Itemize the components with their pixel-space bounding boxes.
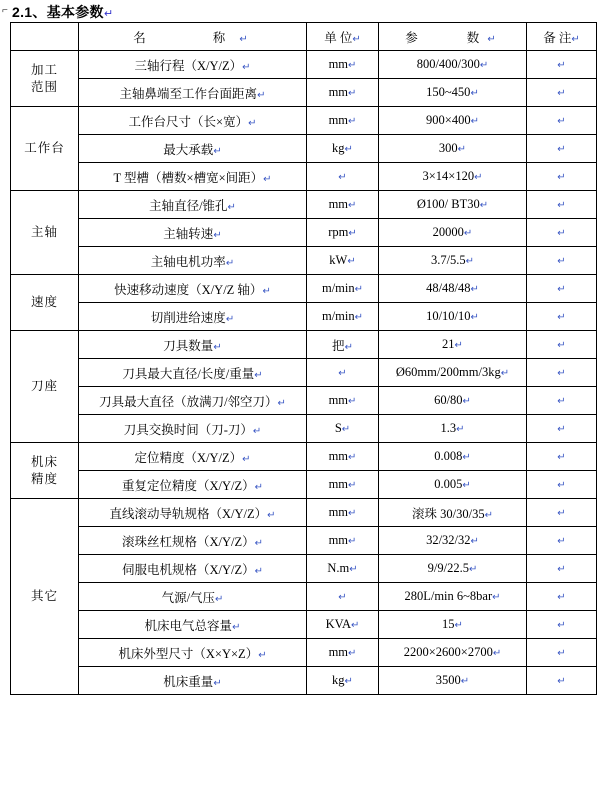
paragraph-mark-icon: ↵ <box>557 564 566 575</box>
paragraph-mark-icon: ↵ <box>557 228 566 239</box>
row-item-label: T 型槽（槽数×槽宽×间距）↵ <box>79 163 307 191</box>
row-value: 滚珠 30/30/35↵ <box>379 499 527 527</box>
paragraph-mark-icon: ↵ <box>557 480 566 491</box>
row-note <box>527 387 597 415</box>
row-note <box>527 135 597 163</box>
row-unit: mm↵ <box>307 471 379 499</box>
paragraph-mark-icon: ↵ <box>557 172 566 183</box>
table-header-row <box>11 23 597 51</box>
paragraph-mark-icon: ↵ <box>257 89 266 101</box>
paragraph-mark-icon: ↵ <box>463 228 473 239</box>
row-note <box>527 247 597 275</box>
paragraph-mark-icon: ↵ <box>248 117 257 129</box>
row-note <box>527 219 597 247</box>
paragraph-mark-icon: ↵ <box>348 60 357 71</box>
row-group-label: 工作台 <box>11 107 79 191</box>
table-row <box>11 331 597 359</box>
paragraph-mark-icon: ↵ <box>557 368 566 379</box>
paragraph-mark-icon: ↵ <box>254 537 264 549</box>
paragraph-mark-icon: ↵ <box>348 228 357 239</box>
row-item-label: 快速移动速度（X/Y/Z 轴）↵ <box>79 275 307 303</box>
paragraph-mark-icon: ↵ <box>557 256 566 267</box>
paragraph-mark-icon: ↵ <box>557 508 566 519</box>
row-unit: S↵ <box>307 415 379 443</box>
row-unit: rpm↵ <box>307 219 379 247</box>
paragraph-mark-icon: ↵ <box>456 424 465 435</box>
header-group <box>11 23 79 51</box>
paragraph-mark-icon: ↵ <box>557 284 566 295</box>
row-value: 150~450↵ <box>379 79 527 107</box>
paragraph-mark-icon: ↵ <box>348 648 357 659</box>
paragraph-mark-icon: ↵ <box>344 341 353 353</box>
row-unit: mm↵ <box>307 639 379 667</box>
paragraph-mark-icon: ↵ <box>348 396 357 407</box>
page-title <box>12 2 113 22</box>
paragraph-mark-icon: ↵ <box>213 677 222 689</box>
paragraph-mark-icon: ↵ <box>479 60 489 71</box>
paragraph-mark-icon: ↵ <box>277 397 286 409</box>
paragraph-mark-icon: ↵ <box>557 592 566 603</box>
row-note <box>527 79 597 107</box>
paragraph-mark-icon: ↵ <box>242 61 251 73</box>
spec-table-body <box>11 23 597 695</box>
row-note <box>527 415 597 443</box>
table-row <box>11 219 597 247</box>
paragraph-mark-icon: ↵ <box>263 173 272 185</box>
table-row <box>11 275 597 303</box>
row-note <box>527 667 597 695</box>
paragraph-mark-icon: ↵ <box>354 284 364 295</box>
row-unit: N.m↵ <box>307 555 379 583</box>
paragraph-mark-icon: ↵ <box>492 648 502 659</box>
row-group-label: 刀座 <box>11 331 79 443</box>
paragraph-mark-icon: ↵ <box>470 116 479 127</box>
row-note <box>527 275 597 303</box>
row-value: 15↵ <box>379 611 527 639</box>
paragraph-mark-icon: ↵ <box>213 145 222 157</box>
row-item-label: 重复定位精度（X/Y/Z）↵ <box>79 471 307 499</box>
row-value: 20000↵ <box>379 219 527 247</box>
paragraph-mark-icon: ↵ <box>354 312 364 323</box>
row-note <box>527 639 597 667</box>
paragraph-mark-icon: ↵ <box>344 144 353 155</box>
row-value: 3×14×120↵ <box>379 163 527 191</box>
row-item-label: 三轴行程（X/Y/Z）↵ <box>79 51 307 79</box>
row-group-label: 机床 精度 <box>11 443 79 499</box>
paragraph-mark-icon: ↵ <box>254 481 264 493</box>
row-value: 48/48/48↵ <box>379 275 527 303</box>
table-row <box>11 135 597 163</box>
row-item-label: 切削进给速度↵ <box>79 303 307 331</box>
header-unit: 单 位↵ <box>307 23 379 51</box>
row-item-label: 刀具交换时间（刀-刀）↵ <box>79 415 307 443</box>
row-unit: mm↵ <box>307 191 379 219</box>
row-value: 800/400/300↵ <box>379 51 527 79</box>
row-item-label: 伺服电机规格（X/Y/Z）↵ <box>79 555 307 583</box>
row-item-label: 主轴直径/锥孔↵ <box>79 191 307 219</box>
row-unit: mm↵ <box>307 443 379 471</box>
paragraph-mark-icon: ↵ <box>338 172 347 183</box>
row-unit: mm↵ <box>307 51 379 79</box>
paragraph-mark-icon: ↵ <box>348 536 357 547</box>
row-unit: mm↵ <box>307 499 379 527</box>
row-note <box>527 527 597 555</box>
row-item-label: 定位精度（X/Y/Z）↵ <box>79 443 307 471</box>
table-row <box>11 387 597 415</box>
paragraph-mark-icon: ↵ <box>470 536 479 547</box>
table-row <box>11 51 597 79</box>
row-group-label: 速度 <box>11 275 79 331</box>
table-row <box>11 359 597 387</box>
table-row <box>11 107 597 135</box>
row-item-label: 刀具数量↵ <box>79 331 307 359</box>
table-row <box>11 79 597 107</box>
row-unit: mm↵ <box>307 107 379 135</box>
paragraph-mark-icon: ↵ <box>470 284 479 295</box>
row-value: 300↵ <box>379 135 527 163</box>
paragraph-mark-icon: ↵ <box>213 341 222 353</box>
margin-mark: ⌐ <box>2 5 8 16</box>
paragraph-mark-icon: ↵ <box>338 368 347 379</box>
row-unit: m/min↵ <box>307 275 379 303</box>
table-row <box>11 247 597 275</box>
paragraph-mark-icon: ↵ <box>557 200 566 211</box>
row-item-label: 气源/气压↵ <box>79 583 307 611</box>
paragraph-mark-icon: ↵ <box>557 424 566 435</box>
row-item-label: 滚珠丝杠规格（X/Y/Z）↵ <box>79 527 307 555</box>
row-unit: KVA↵ <box>307 611 379 639</box>
row-item-label: 主轴电机功率↵ <box>79 247 307 275</box>
row-note <box>527 51 597 79</box>
paragraph-mark-icon: ↵ <box>474 172 483 183</box>
header-note: 备 注↵ <box>527 23 597 51</box>
paragraph-mark-icon: ↵ <box>341 424 351 435</box>
paragraph-mark-icon: ↵ <box>462 396 471 407</box>
row-value: 10/10/10↵ <box>379 303 527 331</box>
row-item-label: 工作台尺寸（长×宽）↵ <box>79 107 307 135</box>
row-value: 3.7/5.5↵ <box>379 247 527 275</box>
paragraph-mark-icon: ↵ <box>557 312 566 323</box>
paragraph-mark-icon: ↵ <box>225 257 235 269</box>
paragraph-mark-icon: ↵ <box>557 620 566 631</box>
row-note <box>527 471 597 499</box>
paragraph-mark-icon: ↵ <box>571 33 580 45</box>
row-item-label: 最大承载↵ <box>79 135 307 163</box>
paragraph-mark-icon: ↵ <box>454 340 463 351</box>
row-value: 21↵ <box>379 331 527 359</box>
paragraph-mark-icon: ↵ <box>348 200 357 211</box>
table-row <box>11 583 597 611</box>
row-unit <box>307 583 379 611</box>
row-unit: kg↵ <box>307 135 379 163</box>
paragraph-mark-icon: ↵ <box>557 676 566 687</box>
table-row <box>11 499 597 527</box>
row-unit: mm↵ <box>307 527 379 555</box>
paragraph-mark-icon: ↵ <box>462 480 471 491</box>
paragraph-mark-icon: ↵ <box>254 369 263 381</box>
row-item-label: 直线滚动导轨规格（X/Y/Z）↵ <box>79 499 307 527</box>
table-row <box>11 639 597 667</box>
paragraph-mark-icon: ↵ <box>462 452 471 463</box>
table-row <box>11 443 597 471</box>
paragraph-mark-icon: ↵ <box>349 564 358 575</box>
row-group-label: 主轴 <box>11 191 79 275</box>
row-note <box>527 331 597 359</box>
paragraph-mark-icon: ↵ <box>484 509 493 521</box>
table-row <box>11 191 597 219</box>
paragraph-mark-icon: ↵ <box>468 564 478 575</box>
row-group-label: 加工 范围 <box>11 51 79 107</box>
row-unit: m/min↵ <box>307 303 379 331</box>
paragraph-mark-icon: ↵ <box>557 60 566 71</box>
paragraph-mark-icon: ↵ <box>557 452 566 463</box>
row-value: 900×400↵ <box>379 107 527 135</box>
row-note <box>527 163 597 191</box>
paragraph-mark-icon: ↵ <box>352 33 361 45</box>
table-row <box>11 415 597 443</box>
paragraph-mark-icon: ↵ <box>225 313 235 325</box>
paragraph-mark-icon: ↵ <box>252 425 262 437</box>
paragraph-mark-icon: ↵ <box>348 452 357 463</box>
paragraph-mark-icon: ↵ <box>348 480 357 491</box>
paragraph-mark-icon: ↵ <box>457 144 467 155</box>
paragraph-mark-icon: ↵ <box>557 396 566 407</box>
paragraph-mark-icon: ↵ <box>460 676 470 687</box>
row-note <box>527 583 597 611</box>
table-row <box>11 527 597 555</box>
paragraph-mark-icon: ↵ <box>338 592 347 603</box>
paragraph-mark-icon: ↵ <box>267 509 276 521</box>
paragraph-mark-icon: ↵ <box>232 621 241 633</box>
row-item-label: 机床外型尺寸（X×Y×Z）↵ <box>79 639 307 667</box>
row-item-label: 主轴鼻端至工作台面距离↵ <box>79 79 307 107</box>
paragraph-mark-icon: ↵ <box>557 340 566 351</box>
paragraph-mark-icon: ↵ <box>347 256 356 267</box>
paragraph-mark-icon: ↵ <box>470 312 479 323</box>
row-note <box>527 611 597 639</box>
row-value: 0.008↵ <box>379 443 527 471</box>
row-value: Ø100/ BT30↵ <box>379 191 527 219</box>
row-item-label: 机床重量↵ <box>79 667 307 695</box>
page-title-text: 2.1、基本参数 <box>12 4 104 20</box>
paragraph-mark-icon: ↵ <box>557 536 566 547</box>
row-value: 3500↵ <box>379 667 527 695</box>
row-item-label: 机床电气总容量↵ <box>79 611 307 639</box>
row-unit: mm↵ <box>307 79 379 107</box>
paragraph-mark-icon: ↵ <box>351 620 360 631</box>
row-value: Ø60mm/200mm/3kg↵ <box>379 359 527 387</box>
paragraph-mark-icon: ↵ <box>454 620 463 631</box>
row-value: 9/9/22.5↵ <box>379 555 527 583</box>
row-value: 60/80↵ <box>379 387 527 415</box>
paragraph-mark-icon: ↵ <box>213 229 222 241</box>
table-row <box>11 303 597 331</box>
paragraph-mark-icon: ↵ <box>348 88 357 99</box>
header-name: 名 称↵ <box>79 23 307 51</box>
table-row <box>11 163 597 191</box>
row-unit <box>307 163 379 191</box>
paragraph-mark-icon: ↵ <box>557 88 566 99</box>
table-row <box>11 555 597 583</box>
row-item-label: 刀具最大直径/长度/重量↵ <box>79 359 307 387</box>
row-note <box>527 499 597 527</box>
row-value: 2200×2600×2700↵ <box>379 639 527 667</box>
row-value: 0.005↵ <box>379 471 527 499</box>
row-value: 32/32/32↵ <box>379 527 527 555</box>
paragraph-mark-icon: ↵ <box>470 88 479 99</box>
spec-table <box>10 22 597 695</box>
table-row <box>11 667 597 695</box>
row-unit <box>307 359 379 387</box>
paragraph-mark-icon: ↵ <box>215 593 224 605</box>
paragraph-mark-icon: ↵ <box>262 285 271 297</box>
row-unit: kg↵ <box>307 667 379 695</box>
row-note <box>527 191 597 219</box>
row-group-label: 其它 <box>11 499 79 695</box>
paragraph-mark-icon: ↵ <box>348 116 357 127</box>
paragraph-mark-icon: ↵ <box>557 144 566 155</box>
paragraph-mark-icon: ↵ <box>348 508 357 519</box>
paragraph-mark-icon: ↵ <box>227 201 236 213</box>
row-value: 280L/min 6~8bar↵ <box>379 583 527 611</box>
row-value: 1.3↵ <box>379 415 527 443</box>
row-note <box>527 303 597 331</box>
table-row <box>11 611 597 639</box>
header-value: 参 数↵ <box>379 23 527 51</box>
row-note <box>527 107 597 135</box>
paragraph-mark-icon: ↵ <box>242 453 251 465</box>
row-note <box>527 555 597 583</box>
paragraph-mark-icon: ↵ <box>557 648 566 659</box>
paragraph-mark-icon: ↵ <box>465 256 475 267</box>
paragraph-mark-icon: ↵ <box>487 33 504 45</box>
paragraph-mark-icon: ↵ <box>254 565 264 577</box>
row-note <box>527 359 597 387</box>
row-item-label: 主轴转速↵ <box>79 219 307 247</box>
row-unit: kW↵ <box>307 247 379 275</box>
paragraph-mark-icon: ↵ <box>492 592 501 603</box>
paragraph-mark-icon: ↵ <box>500 368 510 379</box>
row-note <box>527 443 597 471</box>
paragraph-mark-icon: ↵ <box>239 33 262 45</box>
paragraph-mark-icon: ↵ <box>479 200 489 211</box>
row-unit: mm↵ <box>307 387 379 415</box>
paragraph-mark-icon: ↵ <box>557 116 566 127</box>
row-unit: 把↵ <box>307 331 379 359</box>
paragraph-mark-icon: ↵ <box>258 649 267 661</box>
row-item-label: 刀具最大直径（放满刀/邻空刀）↵ <box>79 387 307 415</box>
paragraph-mark-icon: ↵ <box>103 8 114 20</box>
paragraph-mark-icon: ↵ <box>344 676 353 687</box>
table-row <box>11 471 597 499</box>
